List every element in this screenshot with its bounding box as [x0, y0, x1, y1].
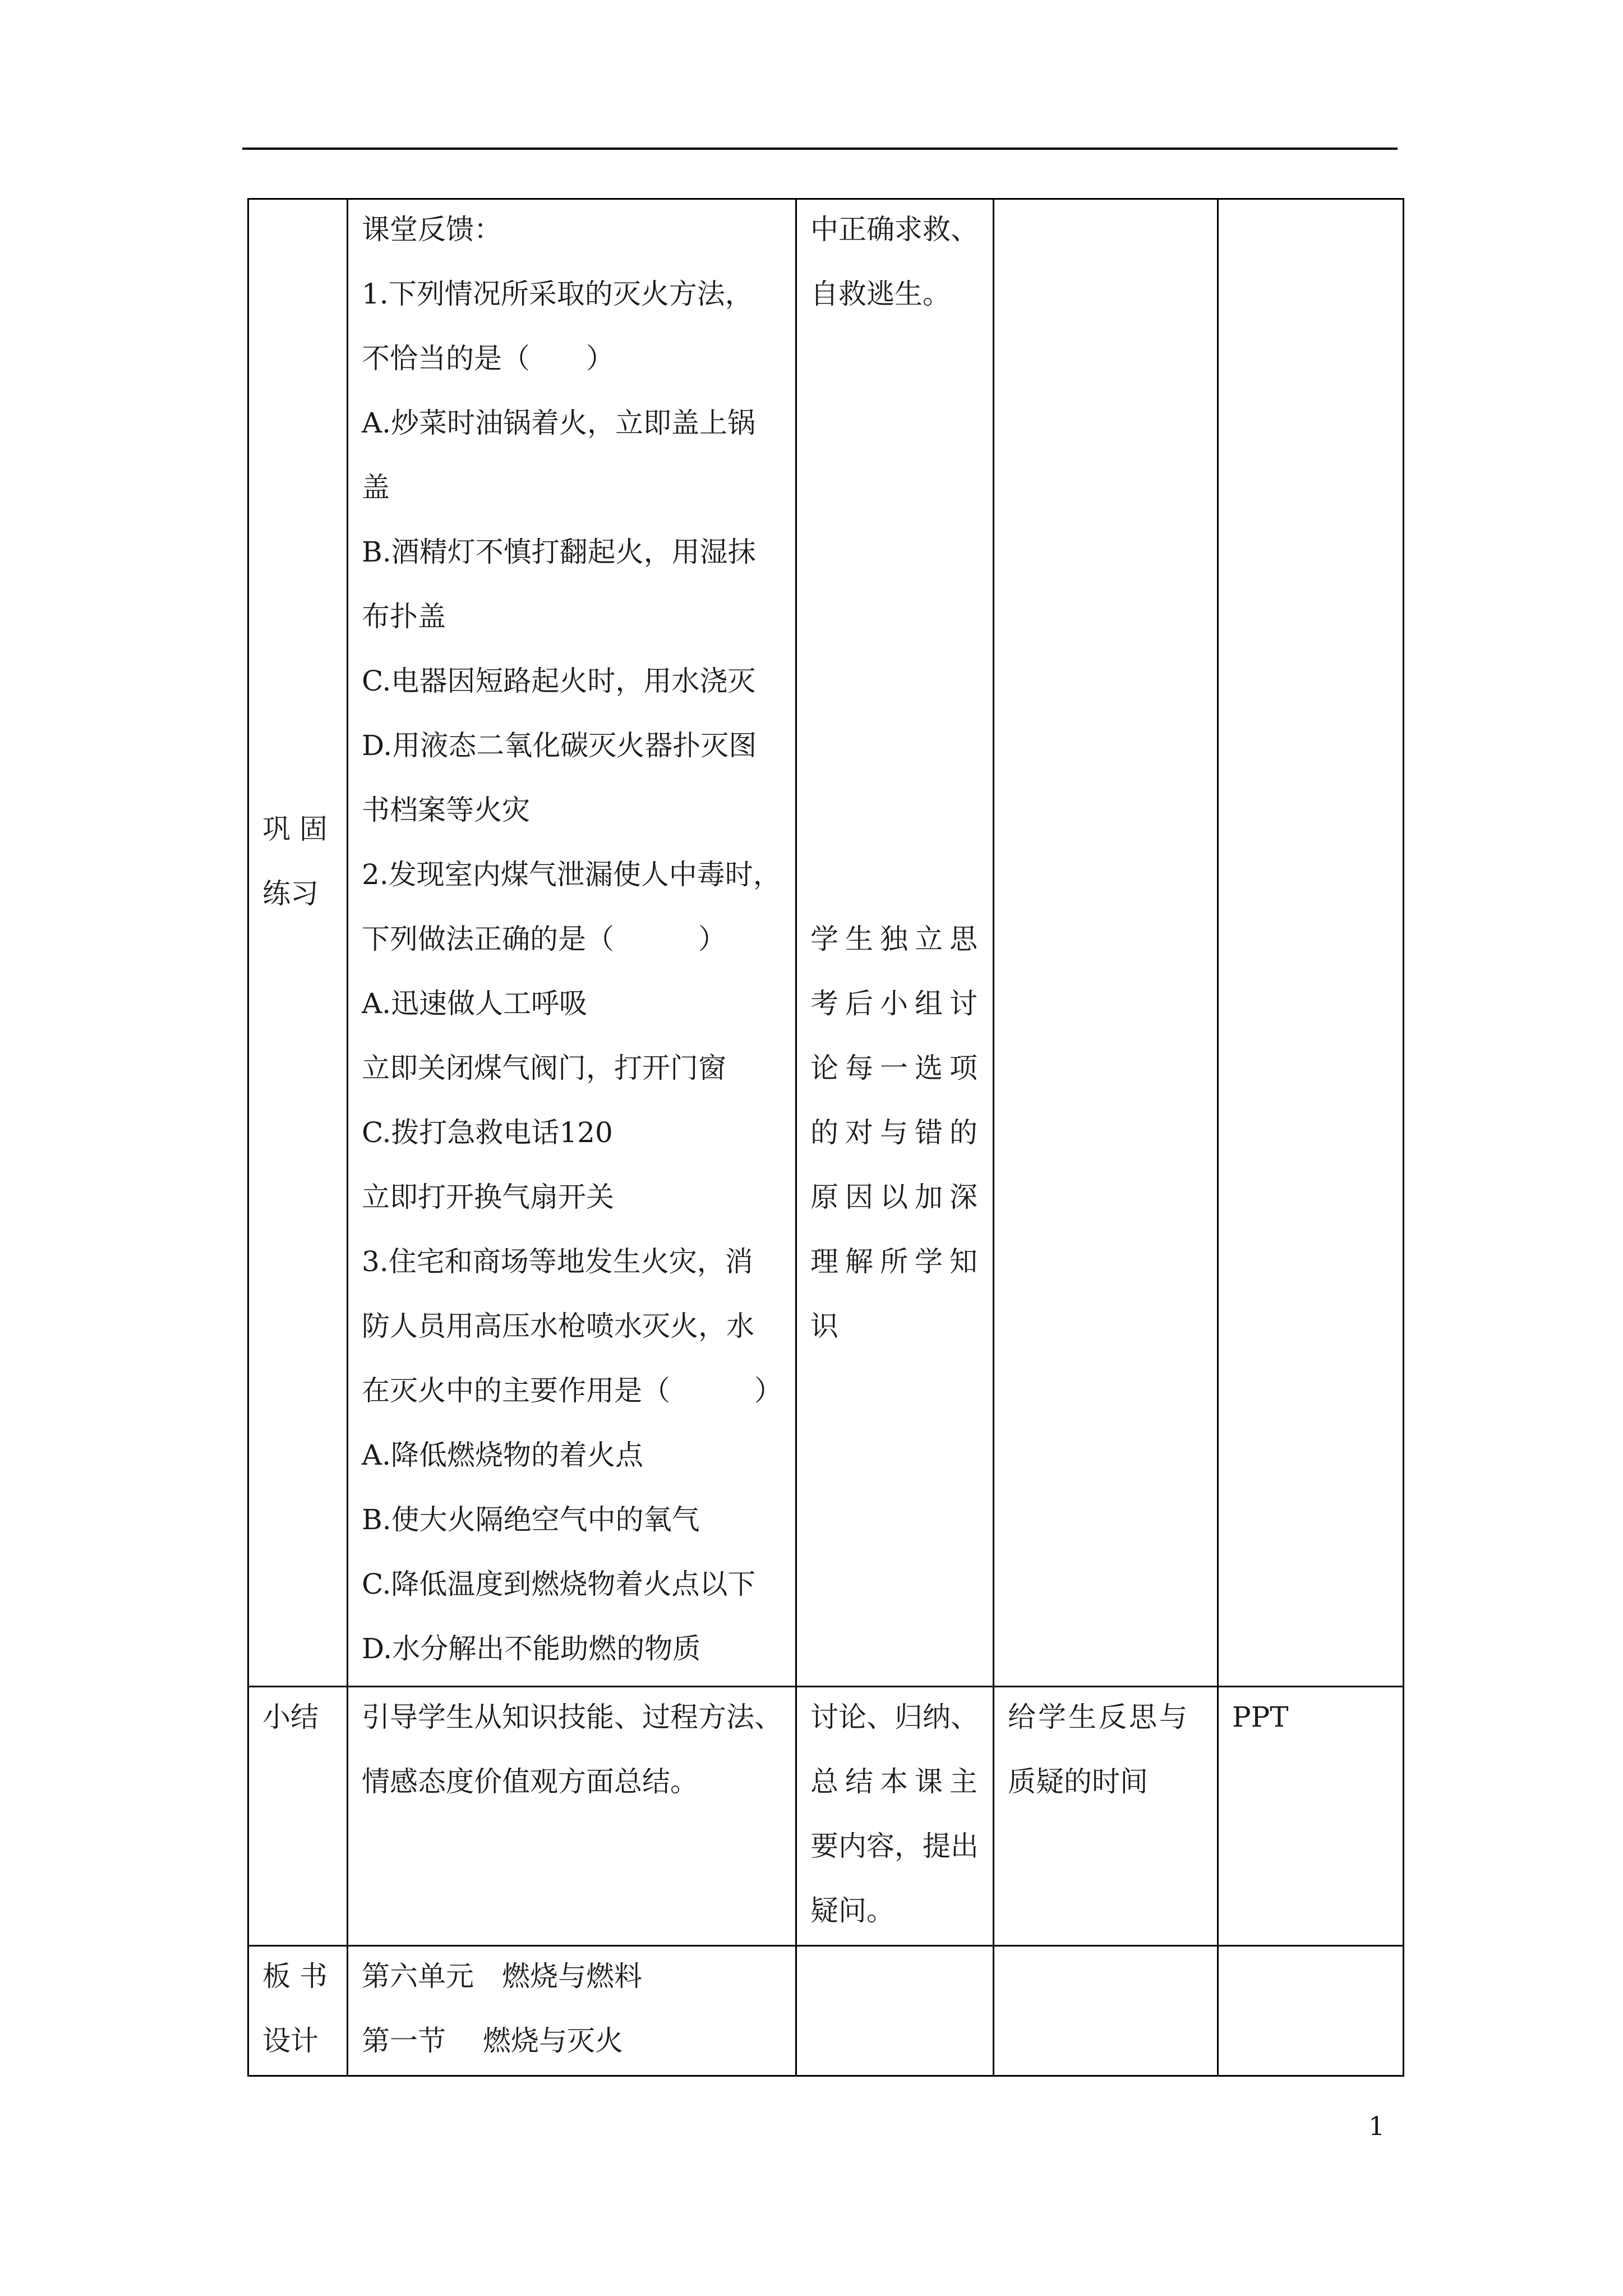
question-2-stem: 2.发现室内煤气泄漏使人中毒时， [362, 858, 781, 891]
practice-intent-cell [994, 199, 1218, 1687]
student-bottom-line-1: 学生独立思 [810, 923, 984, 955]
question-1-option-a-cont: 盖 [362, 471, 390, 504]
question-1-stem: 1.下列情况所采取的灭火方法， [362, 278, 753, 310]
question-3-stem: 3.住宅和商场等地发生火灾，消 [362, 1245, 753, 1278]
summary-intent-line-1: 给学生反思与 [1008, 1701, 1189, 1733]
student-bottom-line-6: 理解所学知 [810, 1245, 984, 1278]
summary-media-label: PPT [1232, 1701, 1289, 1733]
question-3-option-c: C.降低温度到燃烧物着火点以下 [362, 1568, 756, 1600]
question-1-stem-cont: 不恰当的是（ ） [362, 342, 614, 375]
question-1-option-d: D.用液态二氧化碳灭火器扑灭图 [362, 729, 757, 762]
question-1-option-d-cont: 书档案等火灾 [362, 794, 530, 826]
student-bottom-line-5: 原因以加深 [810, 1181, 984, 1213]
summary-stage-label: 小结 [262, 1701, 319, 1733]
practice-student-cell [796, 199, 994, 1687]
summary-student-line-3: 要内容，提出 [810, 1830, 979, 1862]
lesson-plan-table [247, 198, 1404, 2077]
summary-student-line-2: 总结本课主 [810, 1765, 984, 1798]
question-2-stem-cont: 下列做法正确的是（ ） [362, 923, 726, 955]
practice-stage-line-2: 练习 [262, 877, 319, 910]
summary-content-line-1: 引导学生从知识技能、过程方法、 [362, 1701, 782, 1733]
practice-media-cell [1218, 199, 1404, 1687]
practice-stage-cell [248, 199, 348, 1687]
student-top-line-1: 中正确求救、 [810, 213, 979, 246]
practice-content-cell [348, 199, 796, 1687]
board-section-title: 第一节 燃烧与灭火 [362, 2024, 623, 2057]
question-2-option-d: 立即打开换气扇开关 [362, 1181, 614, 1213]
question-2-option-b: 立即关闭煤气阀门，打开门窗 [362, 1052, 726, 1084]
student-bottom-line-7: 识 [810, 1310, 845, 1342]
summary-student-line-1: 讨论、归纳、 [810, 1701, 979, 1733]
header-rule [242, 148, 1398, 150]
page-number: 1 [1368, 2111, 1385, 2141]
row-board-design [248, 1946, 1404, 2076]
board-intent-cell [994, 1946, 1218, 2076]
summary-intent-line-2: 质疑的时间 [1008, 1765, 1148, 1798]
summary-intent-cell [994, 1687, 1218, 1946]
board-media-cell [1218, 1946, 1404, 2076]
question-3-option-a: A.降低燃烧物的着火点 [362, 1439, 644, 1471]
board-student-cell [796, 1946, 994, 2076]
student-bottom-line-2: 考后小组讨 [810, 987, 984, 1020]
board-stage-line-2: 设计 [262, 2024, 319, 2057]
summary-content-cell [348, 1687, 796, 1946]
student-top-line-2: 自救逃生。 [810, 278, 951, 310]
question-3-stem-cont: 防人员用高压水枪喷水灭火，水 [362, 1310, 754, 1342]
question-1-option-c: C.电器因短路起火时，用水浇灭 [362, 665, 756, 697]
question-3-stem-cont-2: 在灭火中的主要作用是（ ） [362, 1374, 782, 1407]
summary-stage-cell [248, 1687, 348, 1946]
question-1-option-b-cont: 布扑盖 [362, 600, 446, 633]
summary-student-line-4: 疑问。 [810, 1894, 895, 1927]
question-2-option-c: C.拨打急救电话120 [362, 1116, 613, 1149]
board-content-cell [348, 1946, 796, 2076]
question-3-option-d: D.水分解出不能助燃的物质 [362, 1632, 701, 1665]
practice-content [362, 199, 795, 1682]
summary-content-line-2: 情感态度价值观方面总结。 [362, 1765, 698, 1798]
practice-stage-line-1: 巩 固 [262, 812, 328, 845]
summary-student-cell [796, 1687, 994, 1946]
student-bottom-line-4: 的对与错的 [810, 1116, 984, 1149]
board-stage-line-1: 板 书 [262, 1960, 328, 1993]
board-stage-cell [248, 1946, 348, 2076]
question-3-option-b: B.使大火隔绝空气中的氧气 [362, 1503, 700, 1536]
summary-media-cell [1218, 1687, 1404, 1946]
row-practice [248, 199, 1404, 1687]
row-summary [248, 1687, 1404, 1946]
board-unit-title: 第六单元 燃烧与燃料 [362, 1960, 642, 1993]
question-1-option-b: B.酒精灯不慎打翻起火，用湿抹 [362, 536, 756, 568]
question-1-option-a: A.炒菜时油锅着火，立即盖上锅 [362, 407, 756, 439]
student-bottom-line-3: 论每一选项 [810, 1052, 984, 1084]
practice-student-activity [810, 199, 993, 1359]
practice-line: 课堂反馈： [362, 213, 502, 246]
question-2-option-a: A.迅速做人工呼吸 [362, 987, 588, 1020]
